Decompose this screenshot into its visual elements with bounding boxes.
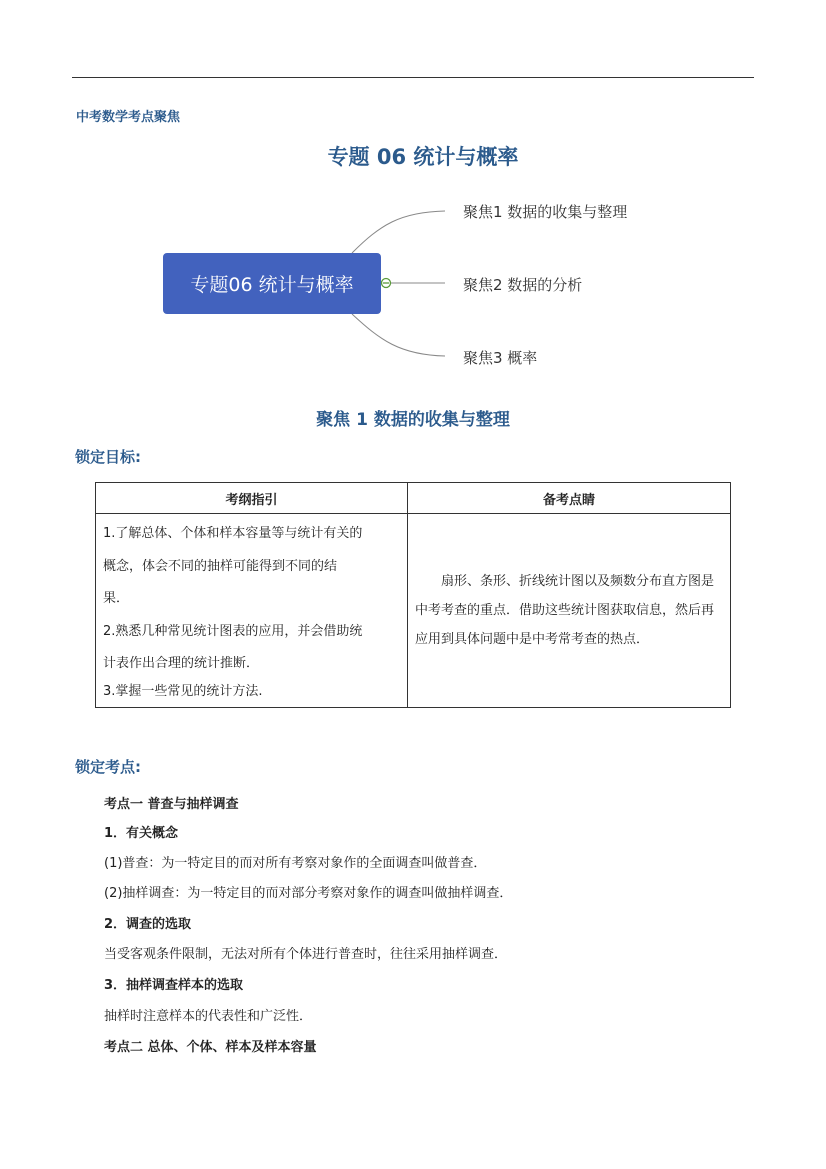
table-header: 备考点睛 xyxy=(408,483,731,514)
goals-table xyxy=(95,482,731,708)
exam-tips-text: 扇形、条形、折线统计图以及频数分布直方图是中考考查的重点．借助这些统计图获取信息，然后再应用到具体问题中是中考常考查的热点． xyxy=(415,573,715,647)
syllabus-cell xyxy=(96,514,408,708)
section-title: 聚焦 1 数据的收集与整理 xyxy=(316,410,510,430)
body-text: 当受客观条件限制，无法对所有个体进行普查时，往往采用抽样调查． xyxy=(104,947,508,962)
mindmap-center-node: 专题06 统计与概率 xyxy=(163,253,381,314)
goals-heading: 锁定目标: xyxy=(75,448,141,466)
syllabus-line: 果． xyxy=(103,591,130,606)
exam-tips-cell xyxy=(408,514,731,708)
points-heading: 锁定考点: xyxy=(75,758,141,776)
mindmap-branch-2: 聚焦2 数据的分析 xyxy=(463,276,583,294)
document-title: 专题 06 统计与概率 xyxy=(327,145,519,169)
subheading: 2．调查的选取 xyxy=(104,917,192,932)
mindmap-branch-1: 聚焦1 数据的收集与整理 xyxy=(463,203,628,221)
table-header: 考纲指引 xyxy=(96,483,408,514)
subheading: 1．有关概念 xyxy=(104,826,179,841)
body-text: (1)普查：为一特定目的而对所有考察对象作的全面调查叫做普查． xyxy=(104,856,487,871)
subheading: 3．抽样调查样本的选取 xyxy=(104,978,244,993)
syllabus-line: 3.掌握一些常见的统计方法. xyxy=(103,683,263,699)
mindmap-connectors xyxy=(0,0,826,400)
series-label: 中考数学考点聚焦 xyxy=(76,110,181,125)
syllabus-line: 概念，体会不同的抽样可能得到不同的结 xyxy=(103,558,338,574)
point-heading: 考点一 普查与抽样调查 xyxy=(104,797,239,812)
table-row xyxy=(96,514,731,708)
syllabus-line: 计表作出合理的统计推断． xyxy=(103,656,260,671)
syllabus-line: 1.了解总体、个体和样本容量等与统计有关的 xyxy=(103,526,363,541)
point-heading: 考点二 总体、个体、样本及样本容量 xyxy=(104,1040,317,1055)
table-header-row xyxy=(96,483,731,514)
body-text: (2)抽样调查：为一特定目的而对部分考察对象作的调查叫做抽样调查． xyxy=(104,886,513,901)
syllabus-line: 2.熟悉几种常见统计图表的应用，并会借助统 xyxy=(103,623,363,639)
body-text: 抽样时注意样本的代表性和广泛性． xyxy=(104,1009,313,1024)
mindmap-branch-3: 聚焦3 概率 xyxy=(463,349,538,367)
